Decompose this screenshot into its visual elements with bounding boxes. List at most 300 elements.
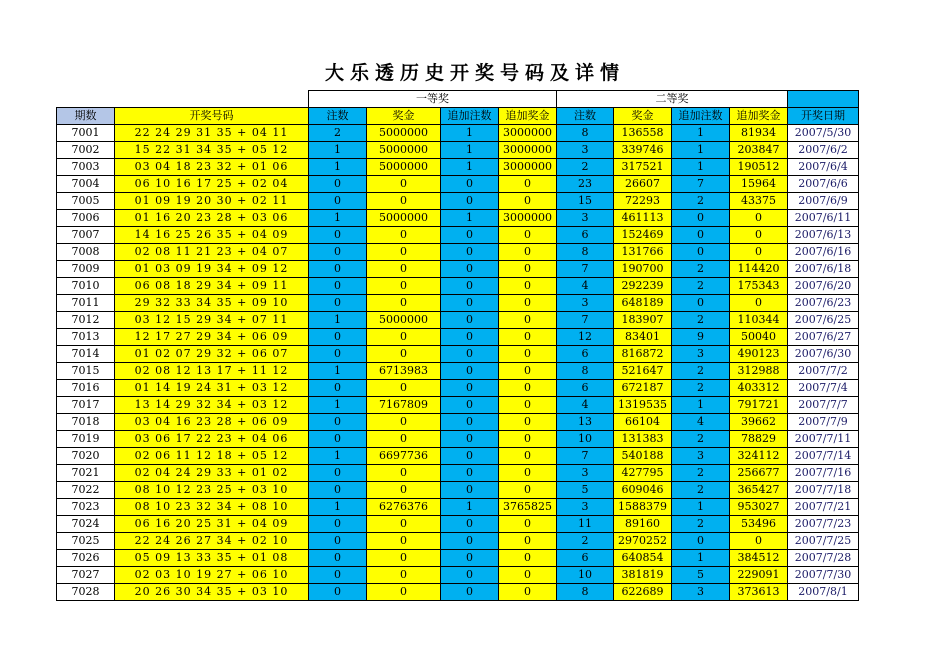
cell-second-add-count[interactable]: 3 xyxy=(672,448,730,465)
cell-first-count[interactable]: 0 xyxy=(309,431,367,448)
cell-numbers[interactable]: 12 17 27 29 34 + 06 09 xyxy=(115,329,309,346)
cell-first-count[interactable]: 0 xyxy=(309,278,367,295)
cell-period[interactable]: 7006 xyxy=(57,210,115,227)
cell-first-add-count[interactable]: 1 xyxy=(441,210,499,227)
cell-date[interactable]: 2007/7/23 xyxy=(788,516,859,533)
cell-second-prize[interactable]: 381819 xyxy=(614,567,672,584)
cell-date[interactable]: 2007/7/16 xyxy=(788,465,859,482)
cell-first-add-count[interactable]: 0 xyxy=(441,261,499,278)
cell-numbers[interactable]: 03 06 17 22 23 + 04 06 xyxy=(115,431,309,448)
cell-date[interactable]: 2007/6/18 xyxy=(788,261,859,278)
cell-first-add-count[interactable]: 0 xyxy=(441,516,499,533)
cell-second-add-prize[interactable]: 384512 xyxy=(730,550,788,567)
cell-date[interactable]: 2007/7/9 xyxy=(788,414,859,431)
cell-numbers[interactable]: 29 32 33 34 35 + 09 10 xyxy=(115,295,309,312)
cell-second-add-prize[interactable]: 403312 xyxy=(730,380,788,397)
cell-first-add-count[interactable]: 0 xyxy=(441,193,499,210)
cell-first-count[interactable]: 1 xyxy=(309,363,367,380)
cell-numbers[interactable]: 01 03 09 19 34 + 09 12 xyxy=(115,261,309,278)
col-header-first-prize[interactable]: 奖金 xyxy=(367,108,441,125)
cell-second-count[interactable]: 11 xyxy=(557,516,614,533)
cell-second-count[interactable]: 13 xyxy=(557,414,614,431)
cell-first-prize[interactable]: 6276376 xyxy=(367,499,441,516)
cell-second-prize[interactable]: 540188 xyxy=(614,448,672,465)
cell-period[interactable]: 7008 xyxy=(57,244,115,261)
col-header-first-add-prize[interactable]: 追加奖金 xyxy=(499,108,557,125)
cell-numbers[interactable]: 02 03 10 19 27 + 06 10 xyxy=(115,567,309,584)
cell-first-add-count[interactable]: 0 xyxy=(441,448,499,465)
cell-second-add-prize[interactable]: 15964 xyxy=(730,176,788,193)
cell-period[interactable]: 7009 xyxy=(57,261,115,278)
cell-second-add-count[interactable]: 0 xyxy=(672,295,730,312)
cell-date[interactable]: 2007/6/20 xyxy=(788,278,859,295)
cell-second-add-count[interactable]: 4 xyxy=(672,414,730,431)
cell-second-prize[interactable]: 648189 xyxy=(614,295,672,312)
cell-first-add-prize[interactable]: 0 xyxy=(499,312,557,329)
cell-first-count[interactable]: 0 xyxy=(309,261,367,278)
cell-first-add-prize[interactable]: 0 xyxy=(499,414,557,431)
cell-first-prize[interactable]: 0 xyxy=(367,533,441,550)
cell-first-add-count[interactable]: 0 xyxy=(441,550,499,567)
cell-first-add-prize[interactable]: 0 xyxy=(499,193,557,210)
cell-first-count[interactable]: 0 xyxy=(309,465,367,482)
cell-first-add-prize[interactable]: 0 xyxy=(499,448,557,465)
cell-second-count[interactable]: 3 xyxy=(557,210,614,227)
cell-numbers[interactable]: 01 16 20 23 28 + 03 06 xyxy=(115,210,309,227)
cell-second-add-count[interactable]: 7 xyxy=(672,176,730,193)
cell-numbers[interactable]: 02 06 11 12 18 + 05 12 xyxy=(115,448,309,465)
cell-second-add-count[interactable]: 1 xyxy=(672,397,730,414)
cell-date[interactable]: 2007/6/13 xyxy=(788,227,859,244)
cell-first-add-prize[interactable]: 0 xyxy=(499,550,557,567)
cell-first-add-count[interactable]: 1 xyxy=(441,159,499,176)
cell-second-add-count[interactable]: 1 xyxy=(672,499,730,516)
cell-first-prize[interactable]: 0 xyxy=(367,550,441,567)
cell-second-add-prize[interactable]: 81934 xyxy=(730,125,788,142)
cell-second-add-prize[interactable]: 312988 xyxy=(730,363,788,380)
cell-first-add-prize[interactable]: 0 xyxy=(499,295,557,312)
cell-date[interactable]: 2007/6/9 xyxy=(788,193,859,210)
cell-first-count[interactable]: 1 xyxy=(309,499,367,516)
cell-second-add-count[interactable]: 1 xyxy=(672,159,730,176)
cell-period[interactable]: 7014 xyxy=(57,346,115,363)
cell-period[interactable]: 7007 xyxy=(57,227,115,244)
cell-second-add-count[interactable]: 2 xyxy=(672,363,730,380)
cell-period[interactable]: 7016 xyxy=(57,380,115,397)
cell-date[interactable]: 2007/6/4 xyxy=(788,159,859,176)
cell-second-add-count[interactable]: 1 xyxy=(672,550,730,567)
cell-second-add-prize[interactable]: 0 xyxy=(730,210,788,227)
cell-period[interactable]: 7028 xyxy=(57,584,115,601)
cell-second-count[interactable]: 2 xyxy=(557,159,614,176)
cell-period[interactable]: 7019 xyxy=(57,431,115,448)
cell-numbers[interactable]: 06 10 16 17 25 + 02 04 xyxy=(115,176,309,193)
cell-second-add-count[interactable]: 1 xyxy=(672,142,730,159)
cell-first-add-count[interactable]: 1 xyxy=(441,125,499,142)
cell-first-add-count[interactable]: 0 xyxy=(441,363,499,380)
cell-second-add-prize[interactable]: 114420 xyxy=(730,261,788,278)
cell-numbers[interactable]: 02 08 12 13 17 + 11 12 xyxy=(115,363,309,380)
cell-date[interactable]: 2007/7/14 xyxy=(788,448,859,465)
cell-first-prize[interactable]: 0 xyxy=(367,414,441,431)
cell-second-prize[interactable]: 1588379 xyxy=(614,499,672,516)
cell-first-add-count[interactable]: 1 xyxy=(441,499,499,516)
cell-second-count[interactable]: 6 xyxy=(557,550,614,567)
cell-first-prize[interactable]: 0 xyxy=(367,567,441,584)
cell-first-count[interactable]: 0 xyxy=(309,380,367,397)
cell-second-add-prize[interactable]: 78829 xyxy=(730,431,788,448)
cell-second-prize[interactable]: 292239 xyxy=(614,278,672,295)
cell-second-add-count[interactable]: 1 xyxy=(672,125,730,142)
cell-date[interactable]: 2007/7/30 xyxy=(788,567,859,584)
cell-first-add-count[interactable]: 0 xyxy=(441,431,499,448)
cell-period[interactable]: 7024 xyxy=(57,516,115,533)
cell-period[interactable]: 7020 xyxy=(57,448,115,465)
cell-first-count[interactable]: 0 xyxy=(309,516,367,533)
cell-first-add-count[interactable]: 0 xyxy=(441,346,499,363)
col-header-period[interactable]: 期数 xyxy=(57,108,115,125)
cell-first-prize[interactable]: 0 xyxy=(367,380,441,397)
cell-second-add-count[interactable]: 2 xyxy=(672,193,730,210)
cell-second-prize[interactable]: 66104 xyxy=(614,414,672,431)
cell-second-add-prize[interactable]: 53496 xyxy=(730,516,788,533)
cell-second-prize[interactable]: 152469 xyxy=(614,227,672,244)
cell-second-count[interactable]: 2 xyxy=(557,533,614,550)
col-header-first-count[interactable]: 注数 xyxy=(309,108,367,125)
cell-numbers[interactable]: 02 04 24 29 33 + 01 02 xyxy=(115,465,309,482)
cell-second-add-prize[interactable]: 256677 xyxy=(730,465,788,482)
cell-first-add-prize[interactable]: 0 xyxy=(499,533,557,550)
cell-second-prize[interactable]: 521647 xyxy=(614,363,672,380)
cell-first-add-prize[interactable]: 0 xyxy=(499,584,557,601)
cell-date[interactable]: 2007/7/7 xyxy=(788,397,859,414)
cell-first-count[interactable]: 1 xyxy=(309,448,367,465)
col-header-second-prize[interactable]: 奖金 xyxy=(614,108,672,125)
cell-first-add-prize[interactable]: 0 xyxy=(499,482,557,499)
cell-second-prize[interactable]: 2970252 xyxy=(614,533,672,550)
cell-period[interactable]: 7015 xyxy=(57,363,115,380)
cell-first-add-count[interactable]: 0 xyxy=(441,227,499,244)
cell-first-add-count[interactable]: 0 xyxy=(441,533,499,550)
cell-first-add-prize[interactable]: 0 xyxy=(499,278,557,295)
cell-second-add-prize[interactable]: 190512 xyxy=(730,159,788,176)
cell-second-count[interactable]: 3 xyxy=(557,142,614,159)
cell-date[interactable]: 2007/6/25 xyxy=(788,312,859,329)
cell-second-count[interactable]: 12 xyxy=(557,329,614,346)
cell-first-count[interactable]: 0 xyxy=(309,533,367,550)
cell-second-count[interactable]: 5 xyxy=(557,482,614,499)
cell-numbers[interactable]: 22 24 26 27 34 + 02 10 xyxy=(115,533,309,550)
cell-first-add-count[interactable]: 0 xyxy=(441,329,499,346)
cell-first-count[interactable]: 0 xyxy=(309,414,367,431)
cell-numbers[interactable]: 01 14 19 24 31 + 03 12 xyxy=(115,380,309,397)
cell-second-add-prize[interactable]: 43375 xyxy=(730,193,788,210)
col-header-second-count[interactable]: 注数 xyxy=(557,108,614,125)
cell-first-add-prize[interactable]: 0 xyxy=(499,431,557,448)
cell-first-prize[interactable]: 0 xyxy=(367,227,441,244)
cell-second-add-count[interactable]: 0 xyxy=(672,210,730,227)
cell-first-add-count[interactable]: 0 xyxy=(441,414,499,431)
cell-second-add-prize[interactable]: 373613 xyxy=(730,584,788,601)
cell-second-count[interactable]: 8 xyxy=(557,584,614,601)
cell-first-prize[interactable]: 0 xyxy=(367,516,441,533)
cell-first-add-prize[interactable]: 0 xyxy=(499,567,557,584)
cell-date[interactable]: 2007/7/11 xyxy=(788,431,859,448)
col-header-first-add-count[interactable]: 追加注数 xyxy=(441,108,499,125)
cell-second-prize[interactable]: 672187 xyxy=(614,380,672,397)
cell-first-count[interactable]: 0 xyxy=(309,295,367,312)
cell-second-add-count[interactable]: 2 xyxy=(672,278,730,295)
cell-period[interactable]: 7011 xyxy=(57,295,115,312)
cell-first-prize[interactable]: 0 xyxy=(367,295,441,312)
cell-first-add-count[interactable]: 0 xyxy=(441,397,499,414)
col-header-numbers[interactable]: 开奖号码 xyxy=(115,108,309,125)
cell-numbers[interactable]: 05 09 13 33 35 + 01 08 xyxy=(115,550,309,567)
cell-first-prize[interactable]: 0 xyxy=(367,176,441,193)
cell-first-count[interactable]: 1 xyxy=(309,159,367,176)
cell-date[interactable]: 2007/6/16 xyxy=(788,244,859,261)
cell-first-count[interactable]: 0 xyxy=(309,227,367,244)
cell-first-prize[interactable]: 0 xyxy=(367,261,441,278)
cell-first-prize[interactable]: 5000000 xyxy=(367,312,441,329)
cell-date[interactable]: 2007/6/27 xyxy=(788,329,859,346)
col-header-date[interactable]: 开奖日期 xyxy=(788,108,859,125)
cell-first-prize[interactable]: 5000000 xyxy=(367,210,441,227)
cell-first-add-prize[interactable]: 0 xyxy=(499,380,557,397)
cell-first-add-prize[interactable]: 0 xyxy=(499,176,557,193)
cell-second-add-prize[interactable]: 110344 xyxy=(730,312,788,329)
cell-second-prize[interactable]: 816872 xyxy=(614,346,672,363)
cell-period[interactable]: 7026 xyxy=(57,550,115,567)
cell-first-prize[interactable]: 0 xyxy=(367,278,441,295)
cell-second-prize[interactable]: 131766 xyxy=(614,244,672,261)
cell-second-count[interactable]: 10 xyxy=(557,431,614,448)
cell-date[interactable]: 2007/7/21 xyxy=(788,499,859,516)
cell-numbers[interactable]: 06 16 20 25 31 + 04 09 xyxy=(115,516,309,533)
cell-second-prize[interactable]: 640854 xyxy=(614,550,672,567)
cell-first-add-count[interactable]: 0 xyxy=(441,584,499,601)
col-header-second-add-prize[interactable]: 追加奖金 xyxy=(730,108,788,125)
cell-first-add-prize[interactable]: 0 xyxy=(499,329,557,346)
cell-period[interactable]: 7012 xyxy=(57,312,115,329)
cell-second-prize[interactable]: 190700 xyxy=(614,261,672,278)
cell-second-add-count[interactable]: 2 xyxy=(672,465,730,482)
cell-second-add-count[interactable]: 9 xyxy=(672,329,730,346)
cell-second-prize[interactable]: 317521 xyxy=(614,159,672,176)
cell-first-add-prize[interactable]: 0 xyxy=(499,363,557,380)
cell-first-add-count[interactable]: 0 xyxy=(441,482,499,499)
cell-date[interactable]: 2007/7/18 xyxy=(788,482,859,499)
cell-second-prize[interactable]: 427795 xyxy=(614,465,672,482)
cell-numbers[interactable]: 03 04 16 23 28 + 06 09 xyxy=(115,414,309,431)
cell-first-prize[interactable]: 0 xyxy=(367,431,441,448)
cell-period[interactable]: 7013 xyxy=(57,329,115,346)
cell-numbers[interactable]: 06 08 18 29 34 + 09 11 xyxy=(115,278,309,295)
cell-second-add-prize[interactable]: 324112 xyxy=(730,448,788,465)
cell-second-prize[interactable]: 26607 xyxy=(614,176,672,193)
cell-period[interactable]: 7022 xyxy=(57,482,115,499)
cell-second-count[interactable]: 4 xyxy=(557,278,614,295)
cell-date[interactable]: 2007/5/30 xyxy=(788,125,859,142)
cell-second-count[interactable]: 3 xyxy=(557,465,614,482)
cell-first-count[interactable]: 0 xyxy=(309,584,367,601)
cell-first-add-prize[interactable]: 0 xyxy=(499,516,557,533)
cell-date[interactable]: 2007/7/2 xyxy=(788,363,859,380)
cell-numbers[interactable]: 03 04 18 23 32 + 01 06 xyxy=(115,159,309,176)
cell-second-prize[interactable]: 83401 xyxy=(614,329,672,346)
cell-second-count[interactable]: 4 xyxy=(557,397,614,414)
cell-numbers[interactable]: 15 22 31 34 35 + 05 12 xyxy=(115,142,309,159)
cell-numbers[interactable]: 22 24 29 31 35 + 04 11 xyxy=(115,125,309,142)
cell-first-add-count[interactable]: 0 xyxy=(441,244,499,261)
cell-second-add-count[interactable]: 2 xyxy=(672,516,730,533)
cell-first-add-prize[interactable]: 3000000 xyxy=(499,142,557,159)
cell-period[interactable]: 7004 xyxy=(57,176,115,193)
cell-numbers[interactable]: 20 26 30 34 35 + 03 10 xyxy=(115,584,309,601)
cell-date[interactable]: 2007/8/1 xyxy=(788,584,859,601)
cell-second-add-prize[interactable]: 229091 xyxy=(730,567,788,584)
cell-second-prize[interactable]: 72293 xyxy=(614,193,672,210)
cell-period[interactable]: 7002 xyxy=(57,142,115,159)
cell-second-add-count[interactable]: 3 xyxy=(672,584,730,601)
cell-second-add-count[interactable]: 2 xyxy=(672,431,730,448)
cell-second-count[interactable]: 3 xyxy=(557,295,614,312)
cell-first-count[interactable]: 0 xyxy=(309,482,367,499)
cell-first-prize[interactable]: 5000000 xyxy=(367,125,441,142)
cell-first-prize[interactable]: 0 xyxy=(367,346,441,363)
cell-first-count[interactable]: 0 xyxy=(309,329,367,346)
cell-second-prize[interactable]: 622689 xyxy=(614,584,672,601)
cell-first-prize[interactable]: 5000000 xyxy=(367,159,441,176)
cell-first-prize[interactable]: 5000000 xyxy=(367,142,441,159)
cell-first-prize[interactable]: 0 xyxy=(367,465,441,482)
cell-first-prize[interactable]: 0 xyxy=(367,482,441,499)
cell-second-add-prize[interactable]: 39662 xyxy=(730,414,788,431)
cell-numbers[interactable]: 01 02 07 29 32 + 06 07 xyxy=(115,346,309,363)
cell-numbers[interactable]: 08 10 23 32 34 + 08 10 xyxy=(115,499,309,516)
cell-second-add-count[interactable]: 2 xyxy=(672,312,730,329)
cell-first-count[interactable]: 1 xyxy=(309,210,367,227)
cell-period[interactable]: 7017 xyxy=(57,397,115,414)
cell-first-count[interactable]: 0 xyxy=(309,550,367,567)
cell-first-count[interactable]: 0 xyxy=(309,567,367,584)
cell-second-prize[interactable]: 1319535 xyxy=(614,397,672,414)
cell-second-count[interactable]: 10 xyxy=(557,567,614,584)
cell-numbers[interactable]: 02 08 11 21 23 + 04 07 xyxy=(115,244,309,261)
cell-second-count[interactable]: 23 xyxy=(557,176,614,193)
cell-first-add-count[interactable]: 0 xyxy=(441,295,499,312)
cell-second-prize[interactable]: 136558 xyxy=(614,125,672,142)
cell-first-count[interactable]: 1 xyxy=(309,312,367,329)
cell-first-prize[interactable]: 6713983 xyxy=(367,363,441,380)
cell-second-add-count[interactable]: 2 xyxy=(672,261,730,278)
cell-date[interactable]: 2007/6/30 xyxy=(788,346,859,363)
cell-first-add-prize[interactable]: 0 xyxy=(499,397,557,414)
cell-second-prize[interactable]: 461113 xyxy=(614,210,672,227)
cell-first-prize[interactable]: 6697736 xyxy=(367,448,441,465)
cell-second-count[interactable]: 6 xyxy=(557,346,614,363)
cell-second-count[interactable]: 7 xyxy=(557,312,614,329)
cell-second-count[interactable]: 3 xyxy=(557,499,614,516)
cell-first-add-count[interactable]: 0 xyxy=(441,380,499,397)
cell-first-count[interactable]: 1 xyxy=(309,142,367,159)
cell-period[interactable]: 7027 xyxy=(57,567,115,584)
cell-second-count[interactable]: 7 xyxy=(557,261,614,278)
cell-second-add-prize[interactable]: 0 xyxy=(730,295,788,312)
cell-second-add-count[interactable]: 0 xyxy=(672,533,730,550)
cell-period[interactable]: 7001 xyxy=(57,125,115,142)
cell-first-add-prize[interactable]: 3000000 xyxy=(499,210,557,227)
cell-second-add-prize[interactable]: 175343 xyxy=(730,278,788,295)
cell-first-count[interactable]: 0 xyxy=(309,176,367,193)
cell-first-prize[interactable]: 0 xyxy=(367,193,441,210)
cell-numbers[interactable]: 14 16 25 26 35 + 04 09 xyxy=(115,227,309,244)
cell-first-count[interactable]: 0 xyxy=(309,346,367,363)
cell-second-prize[interactable]: 131383 xyxy=(614,431,672,448)
cell-second-prize[interactable]: 89160 xyxy=(614,516,672,533)
cell-date[interactable]: 2007/7/4 xyxy=(788,380,859,397)
cell-first-add-prize[interactable]: 0 xyxy=(499,346,557,363)
cell-first-count[interactable]: 2 xyxy=(309,125,367,142)
cell-second-count[interactable]: 6 xyxy=(557,380,614,397)
cell-period[interactable]: 7025 xyxy=(57,533,115,550)
cell-first-add-count[interactable]: 0 xyxy=(441,312,499,329)
cell-numbers[interactable]: 08 10 12 23 25 + 03 10 xyxy=(115,482,309,499)
cell-date[interactable]: 2007/7/25 xyxy=(788,533,859,550)
cell-second-add-prize[interactable]: 953027 xyxy=(730,499,788,516)
cell-period[interactable]: 7003 xyxy=(57,159,115,176)
cell-second-count[interactable]: 8 xyxy=(557,363,614,380)
cell-second-prize[interactable]: 339746 xyxy=(614,142,672,159)
cell-second-add-prize[interactable]: 0 xyxy=(730,244,788,261)
cell-first-add-count[interactable]: 0 xyxy=(441,278,499,295)
cell-date[interactable]: 2007/7/28 xyxy=(788,550,859,567)
cell-second-count[interactable]: 6 xyxy=(557,227,614,244)
cell-first-prize[interactable]: 0 xyxy=(367,584,441,601)
cell-second-add-count[interactable]: 3 xyxy=(672,346,730,363)
cell-first-count[interactable]: 0 xyxy=(309,193,367,210)
cell-first-add-count[interactable]: 1 xyxy=(441,142,499,159)
cell-date[interactable]: 2007/6/2 xyxy=(788,142,859,159)
cell-first-add-count[interactable]: 0 xyxy=(441,176,499,193)
col-header-second-add-count[interactable]: 追加注数 xyxy=(672,108,730,125)
cell-period[interactable]: 7021 xyxy=(57,465,115,482)
cell-second-add-prize[interactable]: 490123 xyxy=(730,346,788,363)
cell-first-add-prize[interactable]: 0 xyxy=(499,227,557,244)
cell-period[interactable]: 7010 xyxy=(57,278,115,295)
cell-first-prize[interactable]: 0 xyxy=(367,244,441,261)
cell-numbers[interactable]: 01 09 19 20 30 + 02 11 xyxy=(115,193,309,210)
cell-first-prize[interactable]: 7167809 xyxy=(367,397,441,414)
cell-second-add-prize[interactable]: 0 xyxy=(730,533,788,550)
cell-first-prize[interactable]: 0 xyxy=(367,329,441,346)
cell-first-add-prize[interactable]: 0 xyxy=(499,244,557,261)
cell-first-add-prize[interactable]: 3000000 xyxy=(499,159,557,176)
cell-second-add-prize[interactable]: 203847 xyxy=(730,142,788,159)
cell-second-add-count[interactable]: 5 xyxy=(672,567,730,584)
cell-numbers[interactable]: 13 14 29 32 34 + 03 12 xyxy=(115,397,309,414)
cell-second-add-prize[interactable]: 365427 xyxy=(730,482,788,499)
cell-second-add-count[interactable]: 0 xyxy=(672,244,730,261)
cell-second-add-prize[interactable]: 0 xyxy=(730,227,788,244)
cell-first-add-prize[interactable]: 0 xyxy=(499,465,557,482)
cell-second-count[interactable]: 8 xyxy=(557,125,614,142)
cell-second-add-prize[interactable]: 791721 xyxy=(730,397,788,414)
cell-period[interactable]: 7023 xyxy=(57,499,115,516)
cell-first-add-prize[interactable]: 0 xyxy=(499,261,557,278)
cell-first-add-count[interactable]: 0 xyxy=(441,465,499,482)
cell-second-add-count[interactable]: 2 xyxy=(672,380,730,397)
